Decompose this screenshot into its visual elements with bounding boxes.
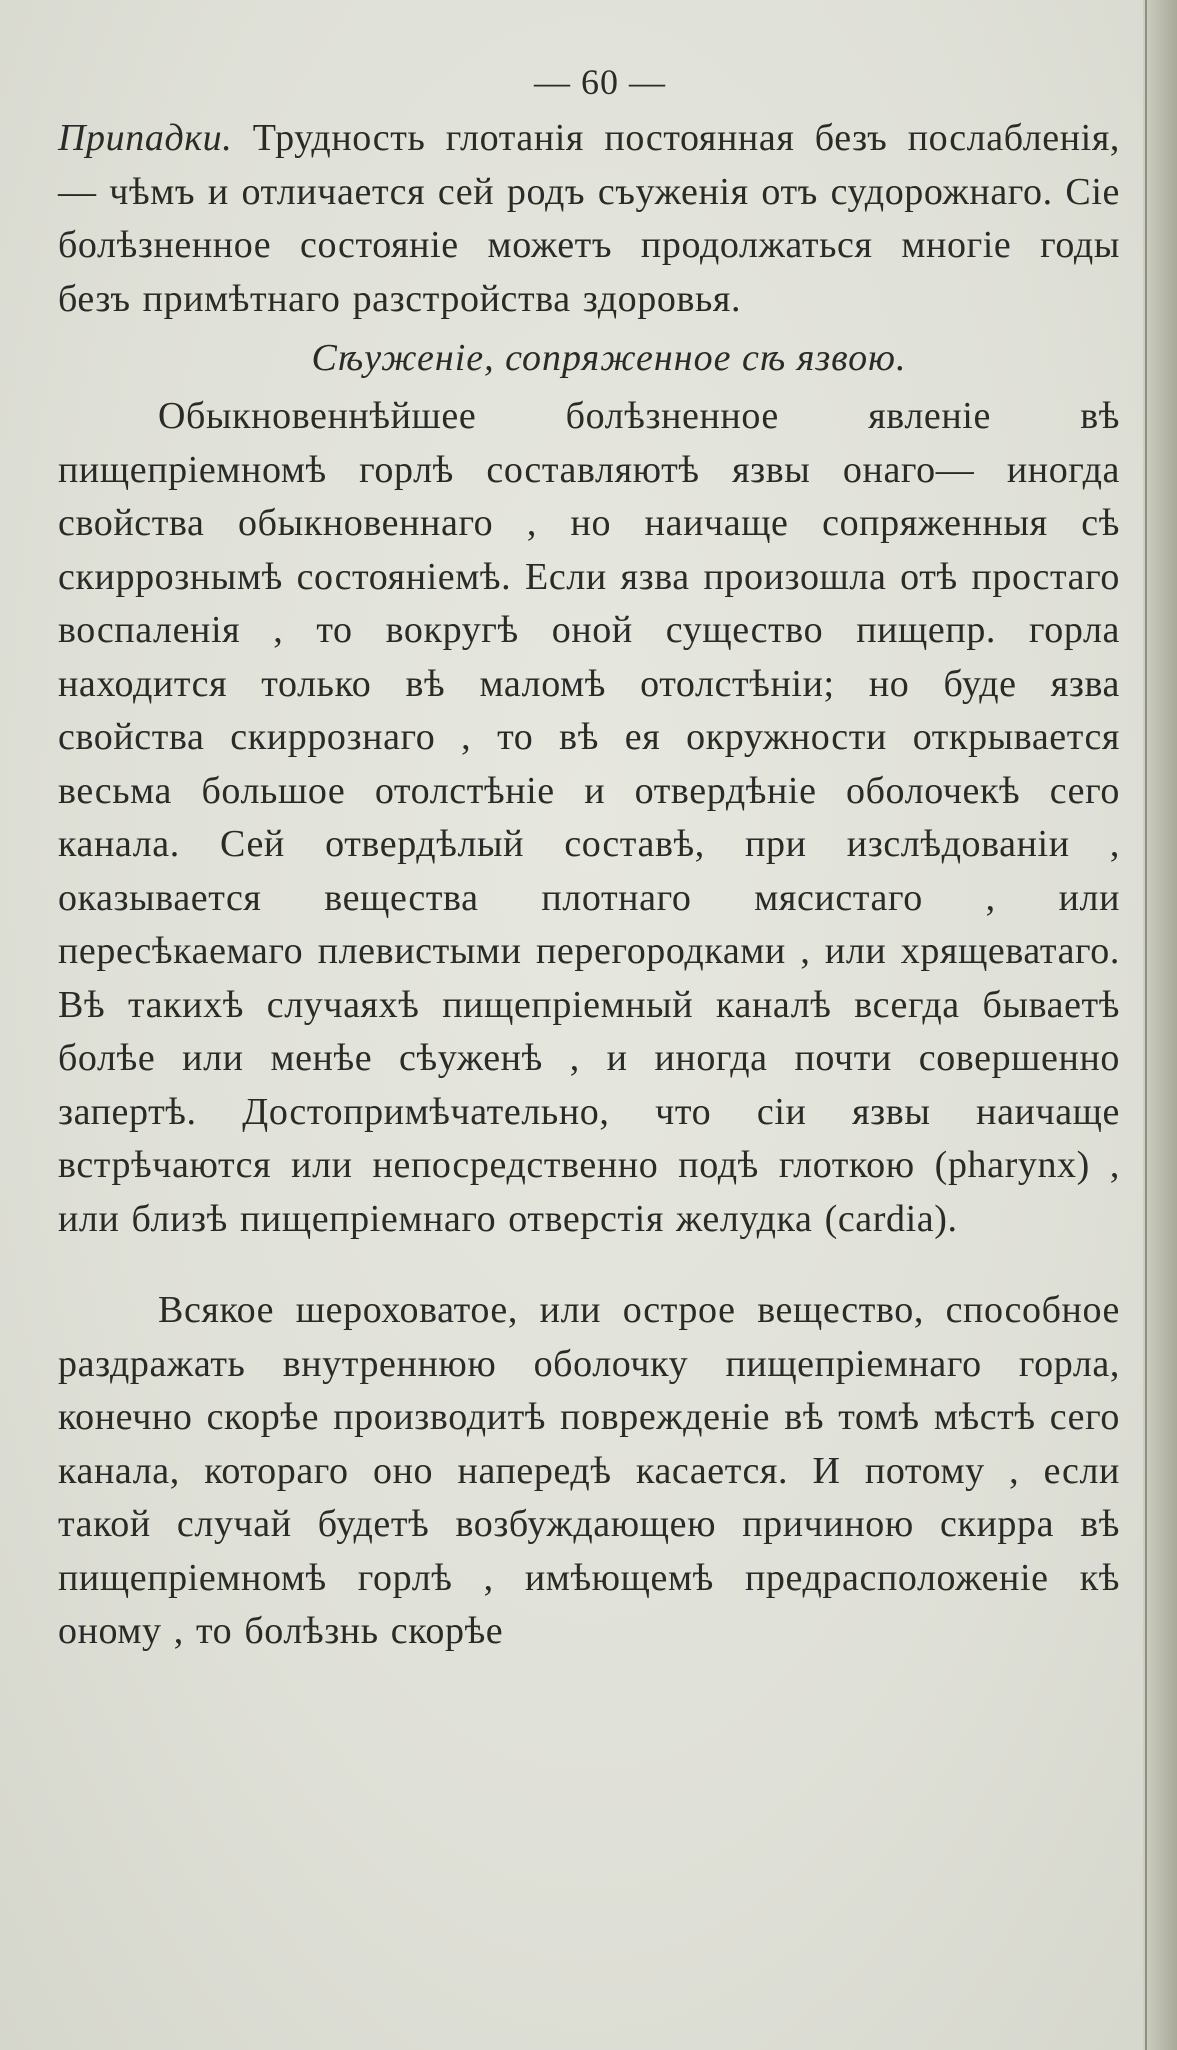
paragraph-lead-term: Припадки. <box>58 117 233 159</box>
page-gutter-shadow <box>1143 0 1177 2050</box>
page-number: — 60 — <box>534 62 666 102</box>
paragraph-irritants: Всякое шероховатое, или острое вещество, способное раздражать внутреннюю оболочку пищепріемнаго горла, конечно скорѣе производитѣ поврежденіе вѣ томѣ мѣстѣ сего канала, котораго оно напередѣ касается. И потому , если такой случай будетѣ возбуждающею причиною скирра вѣ пищепріемномѣ горлѣ , имѣющемѣ предрасположеніе кѣ оному , то болѣзнь скорѣе <box>58 1289 1120 1652</box>
section-heading: Сѣуженіе, сопряженное сѣ язвою. <box>311 337 907 379</box>
paragraph-symptoms <box>58 112 1120 326</box>
paragraph-symptoms-text: Трудность глотанія постоянная безъ послабленія, — чѣмъ и отличается сей родъ съуженія отъ судорожнаго. Сіе болѣзненное состояніе можетъ продолжаться многіе годы безъ примѣтнаго разстройства здоровья. <box>58 117 1120 320</box>
binding-edge <box>1145 0 1147 2050</box>
page-text-block <box>58 58 1120 1659</box>
paragraph-ulcer-description: Обыкновеннѣйшее болѣзненное явленіе вѣ пищепріемномѣ горлѣ составляютѣ язвы онаго— иногда свойства обыкновеннаго , но наичаще сопряженныя сѣ скиррознымѣ состояніемѣ. Если язва произошла отѣ простаго воспаленія , то вокругѣ оной существо пищепр. горла находится только вѣ маломѣ отолстѣніи; но буде язва свойства скиррознаго , то вѣ ея окружности открывается весьма большое отолстѣніе и отвердѣніе оболочекѣ сего канала. Сей отвердѣлый составѣ, при изслѣдованіи , оказывается вещества плотнаго мясистаго , или пересѣкаемаго плевистыми перегородками , или хрящеватаго. Вѣ такихѣ случаяхѣ пищепріемный каналѣ всегда бываетѣ болѣе или менѣе сѣуженѣ , и иногда почти совершенно запертѣ. Достопримѣчательно, что сіи язвы наичаще встрѣчаются или непосредственно подѣ глоткою (pharynx) , или близѣ пищепріемнаго отверстія желудка (cardia). <box>58 395 1120 1240</box>
